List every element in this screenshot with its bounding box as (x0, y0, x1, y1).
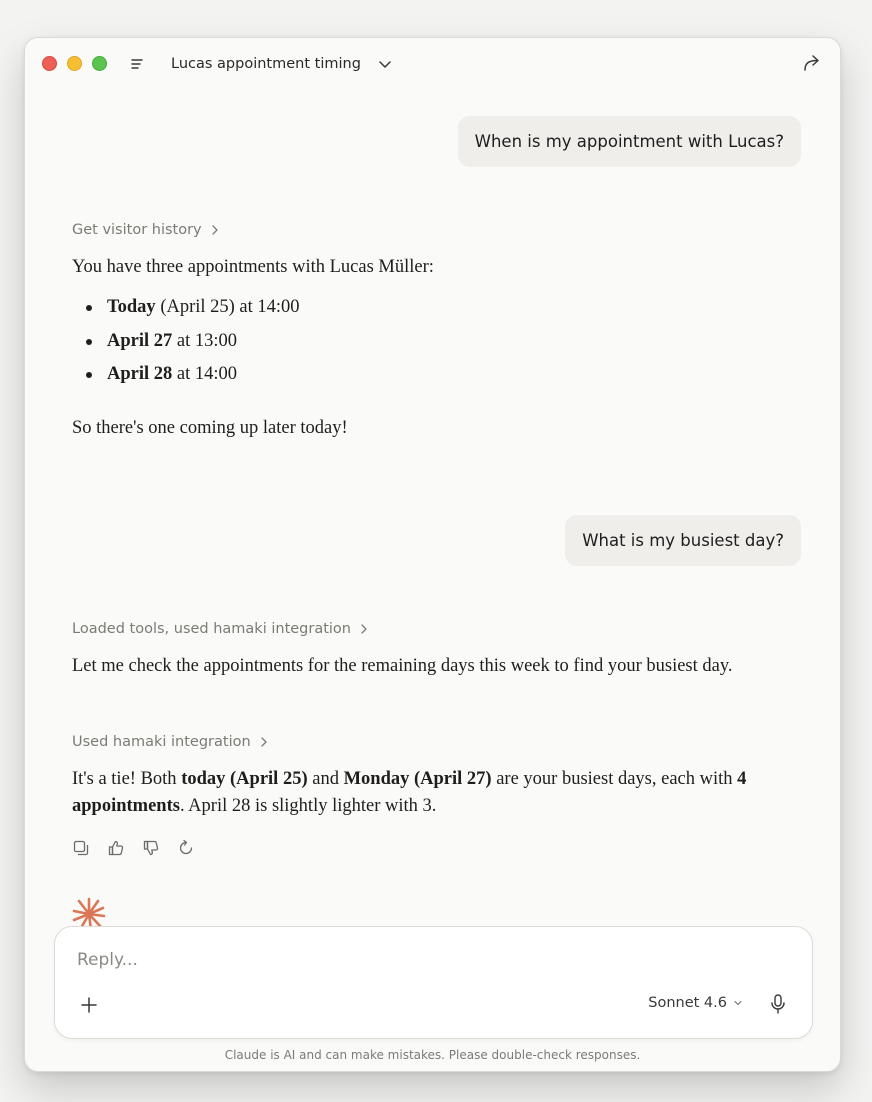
user-message: What is my busiest day? (565, 515, 801, 566)
tool-use-toggle[interactable] (72, 222, 220, 238)
list-item: April 27 at 13:00 (83, 328, 300, 362)
chevron-right-icon (359, 623, 369, 635)
tool-use-toggle[interactable] (72, 734, 269, 750)
appointment-list (83, 294, 300, 395)
minimize-window-button[interactable] (67, 56, 82, 71)
message-actions (72, 839, 195, 857)
thumbs-up-icon[interactable] (107, 839, 125, 857)
model-label: Sonnet 4.6 (648, 995, 727, 1011)
reply-composer (54, 926, 813, 1039)
disclaimer-text: Claude is AI and can make mistakes. Please double-check responses. (224, 1048, 641, 1062)
tool-use-toggle[interactable] (72, 621, 369, 637)
list-item: Today (April 25) at 14:00 (83, 294, 300, 328)
reply-input[interactable] (77, 945, 677, 975)
conversation-title[interactable]: Lucas appointment timing (171, 56, 361, 72)
tool-use-label: Loaded tools, used hamaki integration (72, 621, 351, 637)
chevron-right-icon (259, 736, 269, 748)
title-bar (25, 38, 840, 90)
tool-use-label: Used hamaki integration (72, 734, 251, 750)
model-selector[interactable] (648, 995, 743, 1011)
app-window (24, 37, 841, 1072)
thumbs-down-icon[interactable] (142, 839, 160, 857)
close-window-button[interactable] (42, 56, 57, 71)
assistant-response-closing: So there's one coming up later today! (72, 418, 348, 438)
retry-icon[interactable] (177, 839, 195, 857)
list-item: April 28 at 14:00 (83, 361, 300, 395)
plus-icon[interactable] (79, 995, 99, 1015)
chevron-down-icon (733, 998, 743, 1008)
chevron-down-icon[interactable] (376, 55, 394, 73)
assistant-response: It's a tie! Both today (April 25) and Monday (April 27) are your busiest days, each with 4 appointments. April 28 is slightly lighter with 3. (72, 769, 747, 816)
assistant-response-intro: You have three appointments with Lucas Müller: (72, 257, 434, 277)
share-icon[interactable] (801, 52, 823, 74)
tool-use-label: Get visitor history (72, 222, 202, 238)
sidebar-menu-icon[interactable] (129, 55, 147, 73)
chevron-right-icon (210, 224, 220, 236)
assistant-response: Let me check the appointments for the remaining days this week to find your busiest day. (72, 656, 733, 676)
maximize-window-button[interactable] (92, 56, 107, 71)
user-message: When is my appointment with Lucas? (458, 116, 801, 167)
copy-icon[interactable] (72, 839, 90, 857)
microphone-icon[interactable] (768, 993, 788, 1015)
